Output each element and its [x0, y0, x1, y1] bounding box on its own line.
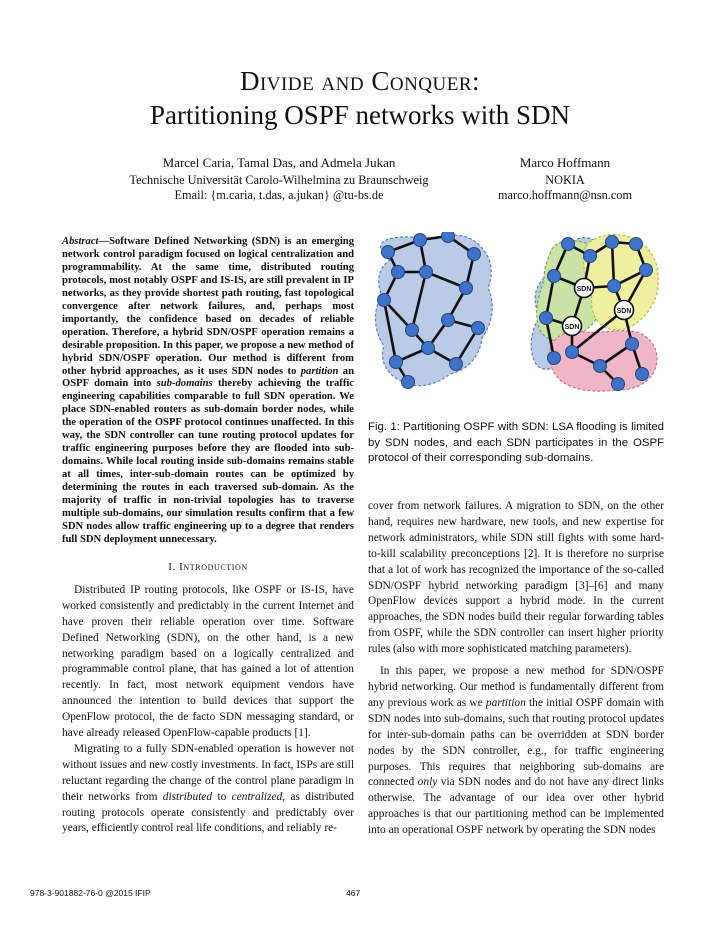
- intro-p2-text-a: Migrating to a fully SDN-enabled operation is however not without issues and new costly investments. In fact, ISPs are still reluctant regarding the change of the control plane paradigm in their networks from: [62, 742, 354, 803]
- abstract-label: Abstract: [62, 236, 99, 247]
- right-p2-emphasis-1: partition: [485, 696, 526, 709]
- page-number: 467: [346, 888, 361, 898]
- section-heading: I. Introduction: [168, 560, 248, 573]
- author-affiliation: NOKIA: [545, 173, 585, 187]
- abstract-text-2: an OSPF domain into: [62, 365, 354, 390]
- footer-isbn: 978-3-901882-76-0 @2015 IFIP: [30, 888, 151, 898]
- author-names: Marcel Caria, Tamal Das, and Admela Jukan: [162, 155, 396, 170]
- author-block-left: [120, 155, 438, 203]
- sdn-node-label: SDN: [564, 324, 580, 331]
- author-affiliation: Technische Universität Carolo-Wilhelmina zu Braunschweig: [129, 173, 429, 187]
- right-paragraph-2: [368, 664, 664, 839]
- paper-title: [0, 64, 720, 132]
- network-partition-diagram: [368, 232, 664, 414]
- author-block-right: [470, 155, 660, 203]
- abstract-emphasis-1: partition: [300, 365, 339, 377]
- sdn-node-label: SDN: [616, 308, 632, 315]
- right-paragraph-1: cover from network failures. A migration to SDN, on the other hand, requires new hardware, new tools, and new expertise for network administrators, while SDN still fights with some hard-to-kill scalability preconceptions [2]. It is therefore no surprise that a lot of work has recognized the importance of the so-called SDN/OSPF hybrid networking paradigm [3]–[6] and many OpenFlow devices support a hybrid mode. In the current approaches, the SDN nodes build their regular forwarding tables from OSPF, while the SDN controller can insert higher priority rules (also with more sophisticated matching parameters).: [368, 500, 664, 656]
- right-column: [368, 499, 664, 839]
- intro-paragraph-2: [62, 742, 354, 837]
- abstract: [62, 236, 354, 547]
- title-line-2: Partitioning OSPF networks with SDN: [149, 100, 571, 130]
- intro-p2-emphasis-2: centralized: [231, 790, 283, 803]
- abstract-text-1: Software Defined Networking (SDN) is an emerging network control paradigm focused on logical centralization and programmability. At the same time, distributed routing protocols, most notably OSPF and IS-IS, are still prevalent in IP networks, as they provide shortest path routing, fast topological convergence after network failures, and, perhaps most importantly, the confidence based on decades of reliable operation. Therefore, a hybrid SDN/OSPF operation remains a desirable proposition. In this paper, we propose a new method of hybrid SDN/OSPF operation. Our method is different from other hybrid approaches, as it uses SDN nodes to: [62, 236, 354, 377]
- intro-p2-text-b: to: [212, 790, 232, 803]
- right-p2-text-b: the initial OSPF domain with SDN nodes into sub-domains, such that routing protocol updates for inter-sub-domain paths can be overridden at SDN border nodes by the SDN controller, e.g., for traffic engineering purposes. This requires that neighboring sub-domains are connected: [368, 696, 664, 789]
- right-p2-text-c: via SDN nodes and do not have any direct links otherwise. The advantage of our idea over other hybrid approaches is that our partitioning method can be implemented into an operational OSPF network by operating the SDN nodes: [368, 776, 664, 837]
- sdn-node-1: [575, 279, 594, 298]
- sdn-node-label: SDN: [576, 286, 592, 293]
- author-email: marco.hoffmann@nsn.com: [497, 188, 633, 202]
- abstract-emphasis-2: sub-domains: [156, 378, 213, 390]
- figure-1: [368, 232, 664, 414]
- right-p2-text-a: In this paper, we propose a new method for SDN/OSPF hybrid networking. Our method is fundamentally different from any previous work as we: [368, 665, 664, 709]
- intro-p2-emphasis-1: distributed: [162, 790, 213, 803]
- author-email: Email: {m.caria, t.das, a.jukan} @tu-bs.de: [174, 188, 384, 202]
- left-column: [62, 236, 354, 837]
- right-p2-emphasis-2: only: [417, 776, 438, 789]
- intro-paragraph-1: Distributed IP routing protocols, like OSPF or IS-IS, have worked consistently and predictably in the current Internet and have proven their reliable operation over time. Software Defined Networking (SDN), on the other hand, is a new networking paradigm based on a logically centralized and programmable control plane, that has gained a lot of attention recently. In fact, most network equipment vendors have announced the intention to build devices that support the OpenFlow protocol, the de facto SDN messaging standard, or have already released OpenFlow-capable products [1].: [62, 583, 354, 740]
- abstract-text-3: thereby achieving the traffic engineering capabilities comparable to full SDN operation. We place SDN-enabled routers as sub-domain border nodes, while the operation of the OSPF protocol continues unaffected. In this way, the SDN controller can tune routing protocol updates for traffic engineering purposes before they are flooded into sub-domains. While local routing inside sub-domains remains stable at all times, inter-sub-domain routes can be optimized by determining the routes in each traversed sub-domain. As the majority of traffic in non-trivial topologies has to traverse multiple sub-domains, our simulation results confirm that a few SDN nodes allow traffic engineering up to a degree that renders full SDN deployment unnecessary.: [62, 378, 354, 545]
- sdn-node-3: [563, 317, 582, 336]
- abstract-dash: —: [98, 236, 110, 247]
- sdn-node-2: [615, 301, 634, 320]
- figure-caption: Fig. 1: Partitioning OSPF with SDN: LSA flooding is limited by SDN nodes, and each SDN participates in the OSPF protocol of their corresponding sub-domains.: [368, 421, 664, 465]
- author-name: Marco Hoffmann: [519, 155, 611, 170]
- intro-p2-text-c: , as distributed routing protocols operate consistently and predictably over years, efficiently control real life conditions, and reliably re-: [62, 790, 354, 835]
- title-line-1: Divide and Conquer:: [239, 66, 481, 96]
